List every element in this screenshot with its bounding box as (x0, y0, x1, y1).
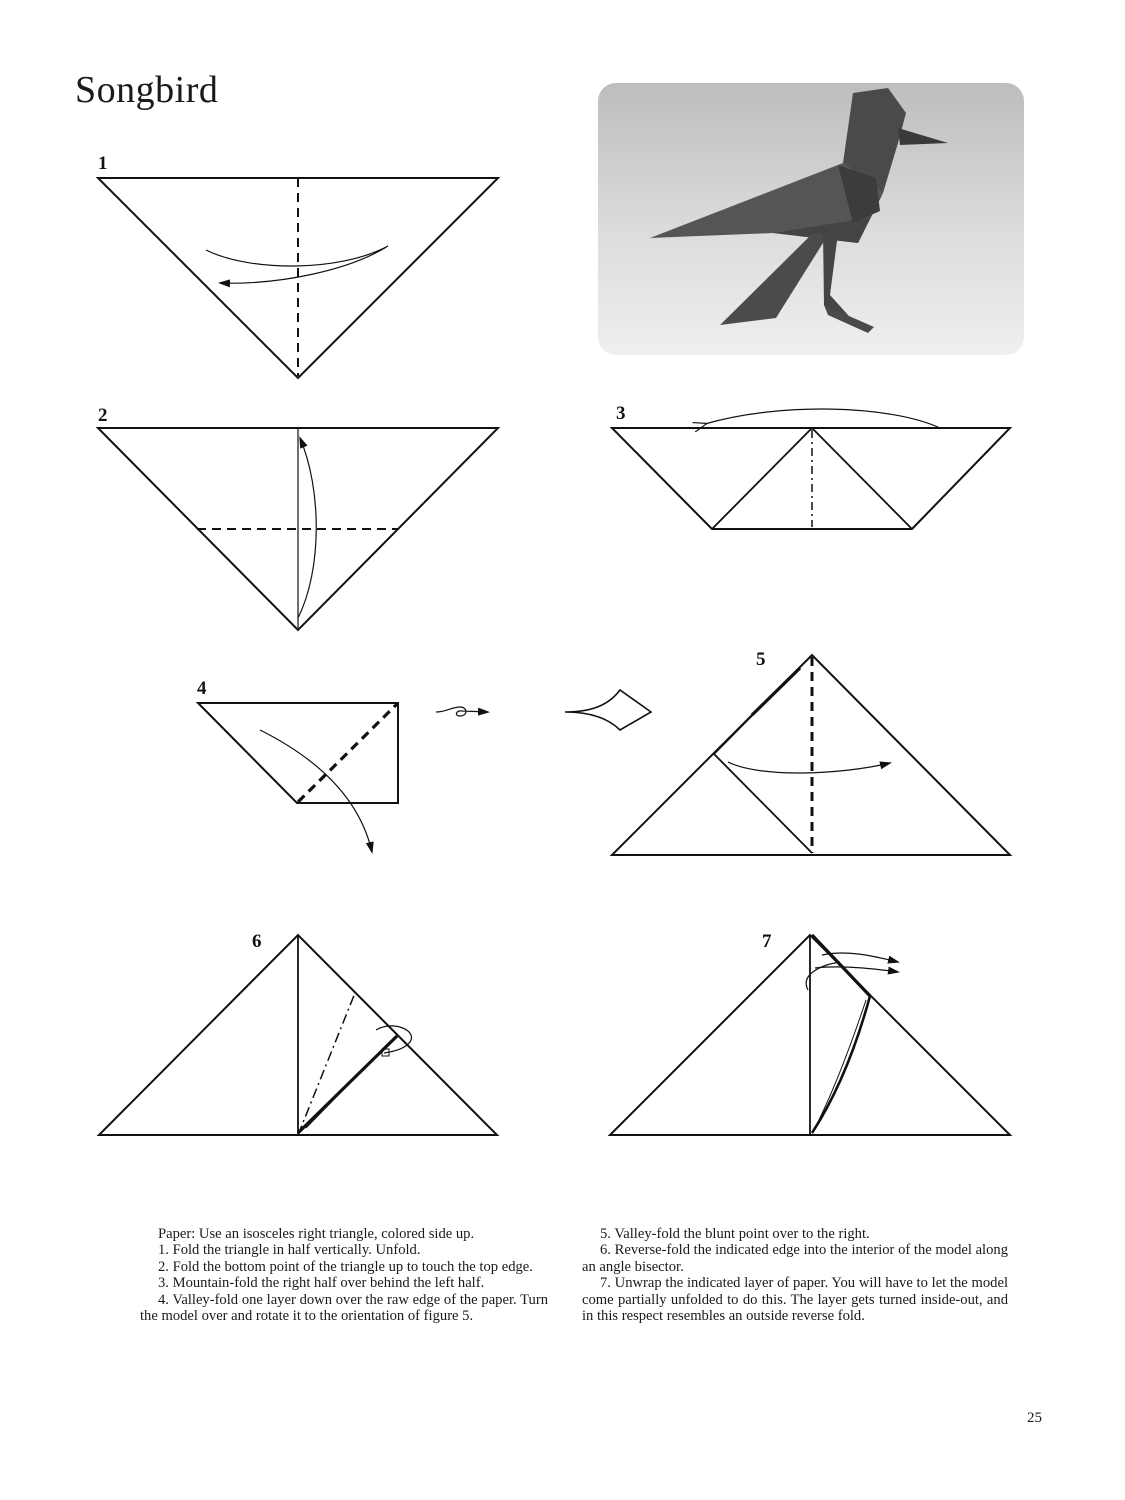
step-4-number: 4 (197, 678, 207, 699)
page-title: Songbird (75, 69, 219, 111)
step-5-diagram (612, 649, 1010, 855)
step-5-number: 5 (756, 649, 766, 670)
instruction-paper: Paper: Use an isosceles right triangle, colored side up. (158, 1226, 475, 1242)
instruction-step-1: 1. Fold the triangle in half vertically. Unfold. (158, 1242, 421, 1259)
step-3-number: 3 (616, 403, 626, 424)
step-7-unwrap-arrow-2 (815, 967, 898, 972)
instructions-right-column (582, 1226, 1008, 1324)
step-5-fold-arrow (728, 762, 890, 773)
step-1-fold-arrow (206, 246, 388, 283)
step-2-diagram (98, 405, 498, 630)
step-6-diagram (99, 931, 497, 1135)
step-4-fold-arrow (260, 730, 372, 852)
instruction-step-7: 7. Unwrap the indicated layer of paper. You will have to let the model come partially unfolded to do this. The layer gets turned inside-out, and in this respect resembles an outside reverse fold. (582, 1275, 1008, 1325)
step-4-diagram (197, 678, 651, 852)
instruction-step-6: 6. Reverse-fold the indicated edge into the interior of the model along an angle bisector. (582, 1242, 1008, 1275)
turn-over-icon (436, 707, 488, 716)
step-7-number: 7 (762, 931, 772, 952)
instruction-step-5: 5. Valley-fold the blunt point over to the right. (600, 1226, 870, 1242)
page-number: 25 (1027, 1410, 1042, 1426)
instruction-step-2: 2. Fold the bottom point of the triangle up to touch the top edge. (158, 1258, 533, 1275)
instruction-step-3: 3. Mountain-fold the right half over behind the left half. (158, 1275, 485, 1292)
step-6-number: 6 (252, 931, 262, 952)
rotate-arrow-icon (565, 690, 651, 730)
step-3-mountain-fold-arrow (705, 409, 940, 428)
step-2-number: 2 (98, 405, 108, 426)
step-7-diagram (610, 931, 1010, 1135)
step-1-number: 1 (98, 153, 108, 174)
step-3-diagram (612, 403, 1010, 529)
step-1-diagram (98, 153, 498, 378)
instructions-left-column (140, 1226, 548, 1324)
instruction-step-4: 4. Valley-fold one layer down over the raw edge of the paper. Turn the model over and rotate it to the orientation of figure 5. (140, 1291, 548, 1325)
